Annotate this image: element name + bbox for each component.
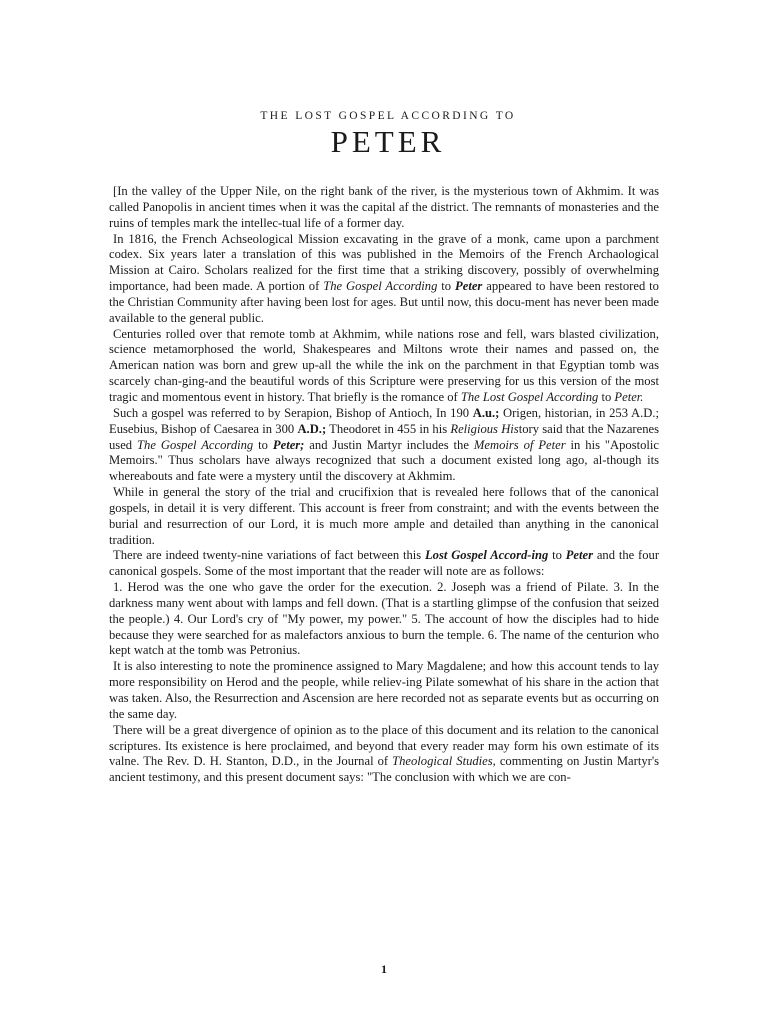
body-paragraph <box>109 485 659 548</box>
text-run: appeared to have been restored to the Christian Community after having been lost for ages. But until now, this docu-ment has never been made available to the general public. <box>109 279 659 325</box>
text-run: 1. Herod was the one who gave the order for the execution. 2. Joseph was a friend of Pilate. 3. In the darkness many went about with lamps and fell down. (That is a startling glimpse of the confusion that seized the people.) 4. Our Lord's cry of "My power, my power." 5. The account of how the disciples had to hide because they were searched for as malefactors anxious to burn the temple. 6. The name of the centurion who kept watch at the tomb was Petronius. <box>109 580 659 658</box>
text-run: Centuries rolled over that remote tomb at Akhmim, while nations rose and fell, wars blasted civilization, science metamorphosed the world, Shakespeares and Miltons wrote their names and passed on, the American nation was born and grew up-all the while the ink on the parchment in that Egyptian tomb was scarcely chan-ging-and the beautiful words of this Scripture were preserving for us this version of the most tragic and momentous event in history. That briefly is the romance of <box>109 326 659 404</box>
italic-text: The Gospel According <box>137 437 254 452</box>
text-run: to <box>253 437 273 452</box>
page-title: PETER <box>330 124 446 159</box>
text-run: While in general the story of the trial and crucifixion that is revealed here follows that of the canonical gospels, in detail it is very different. This account is freer from constraint; and with the events between the burial and resurrection of our Lord, it is much more ample and detailed than anything in the canonical tradition. <box>109 485 659 547</box>
body-text <box>109 184 659 786</box>
text-run: to <box>598 389 615 404</box>
bold-italic-text: Peter <box>565 548 594 563</box>
title-kicker: THE LOST GOSPEL ACCORDING TO <box>260 110 516 122</box>
body-paragraph <box>109 580 659 659</box>
text-run: Origen, historian, in 253 A.D.; Eusebius, Bishop of Caesarea in 300 <box>109 405 659 436</box>
italic-text: The Lost Gospel According <box>460 389 599 404</box>
bold-text: A.D.; <box>297 421 327 436</box>
bold-text: A.u.; <box>472 405 500 420</box>
text-run: In 1816, the French Achseological Mission excavating in the grave of a monk, came upon a parchment codex. Six years later a translation of this was published in the Memoirs of the French Archaological Mission at Cairo. Scholars realized for the first time that a striking discovery, possibly of overwhelming importance, had been made. A portion of <box>109 231 659 294</box>
text-run: Such a gospel was referred to by Serapion, Bishop of Antioch, In 190 <box>113 405 473 420</box>
body-paragraph <box>109 184 659 232</box>
text-run: and the four canonical gospels. Some of the most important that the reader will note are as follows: <box>109 548 660 579</box>
text-run: [In the valley of the Upper Nile, on the right bank of the river, is the mysterious town of Akhmim. It was called Panopolis in ancient times when it was the capital af the district. The remnants of monasteries and the ruins of temples mark the intellec-tual life of a former day. <box>109 184 659 230</box>
body-paragraph <box>109 232 659 327</box>
bold-italic-text: Peter <box>455 279 483 294</box>
text-run: Theodoret in 455 in his <box>326 421 451 436</box>
bold-italic-text: Peter; <box>272 437 305 452</box>
bold-italic-text: Lost Gospel Accord-ing <box>424 548 549 563</box>
text-run: in his "Apostolic Memoirs." Thus scholars have always recognized that such a document existed long ago, al-though its whereabouts and fate were a mystery until the discovery at Akhmim. <box>109 437 660 484</box>
body-paragraph <box>109 327 659 406</box>
body-paragraph <box>109 659 659 722</box>
body-paragraph <box>109 548 659 580</box>
italic-text: Memoirs of Peter <box>473 437 566 452</box>
text-run: It is also interesting to note the prominence assigned to Mary Magdalene; and how this account tends to lay more responsibility on Herod and the people, while reliev-ing Pilate somewhat of his share in the action that was taken. Also, the Resurrection and Ascension are here recorded not as separate events but as occurring on the same day. <box>109 659 659 721</box>
body-paragraph <box>109 406 659 485</box>
italic-text: Peter. <box>614 389 644 404</box>
text-run: There are indeed twenty-nine variations of fact between this <box>113 548 425 563</box>
text-run: to <box>548 548 566 563</box>
text-run: tory said that the Nazarenes used <box>109 421 659 452</box>
italic-text: The Gospel According <box>323 279 438 294</box>
text-run: There will be a great divergence of opinion as to the place of this document and its relation to the canonical scriptures. Its existence is here proclaimed, and beyond that every reader may form his own estimate of its valne. The Rev. D. H. Stanton, D.D., in the Journal of <box>109 722 659 769</box>
text-run: commenting on Justin Martyr's ancient testimony, and this present document says: "The conclusion with which we are con- <box>109 754 659 785</box>
page-number: 1 <box>381 962 387 976</box>
body-paragraph <box>109 723 659 786</box>
italic-text: Religious His <box>450 421 519 436</box>
text-run: and Justin Martyr includes the <box>304 437 474 452</box>
text-run: to <box>437 279 456 294</box>
italic-text: Theological Studies, <box>392 754 496 769</box>
